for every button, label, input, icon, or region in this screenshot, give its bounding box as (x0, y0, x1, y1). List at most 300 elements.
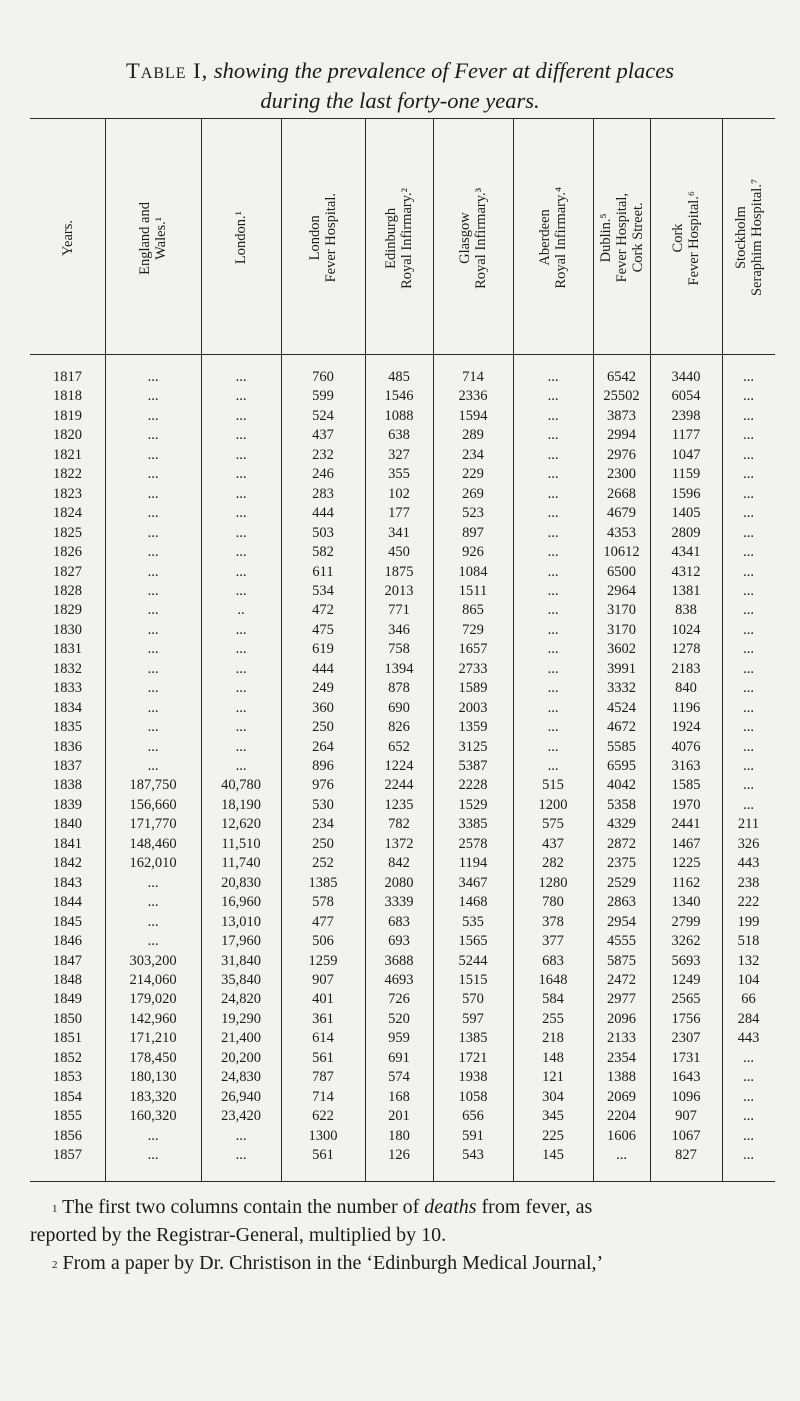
value-cell: 25502 (603, 388, 640, 405)
value-cell: 614 (312, 1030, 334, 1047)
value-cell: ... (147, 388, 159, 405)
value-cell: 611 (312, 563, 334, 580)
value-cell: ... (743, 1069, 754, 1086)
year-cell: 1825 (53, 524, 82, 541)
value-cell: 3602 (607, 641, 636, 658)
value-cell: 1278 (671, 641, 701, 658)
value-cell: ... (235, 660, 247, 677)
value-cell: 619 (312, 641, 334, 658)
value-cell: ... (743, 427, 754, 444)
value-cell: ... (547, 602, 559, 619)
year-cell: 1846 (53, 933, 82, 950)
value-cell: ... (147, 1127, 159, 1144)
value-cell: 1511 (458, 582, 488, 599)
title-line-2: during the last forty-one years. (260, 88, 540, 113)
value-cell: 2133 (607, 1030, 636, 1047)
value-cell: 515 (542, 777, 564, 794)
table-row (30, 679, 775, 698)
value-cell: 4341 (671, 544, 701, 561)
value-cell: 1970 (671, 796, 701, 813)
value-cell: 5244 (458, 952, 488, 969)
value-cell: 543 (462, 1147, 484, 1163)
value-cell: 1594 (458, 407, 488, 424)
header-london-fever-hospital: London Fever Hospital. (307, 193, 339, 283)
value-cell: 20,200 (221, 1049, 261, 1066)
value-cell: ... (147, 446, 159, 463)
value-cell: ... (147, 466, 159, 483)
value-cell: ... (235, 427, 247, 444)
value-cell: ... (547, 680, 559, 697)
value-cell: ... (743, 719, 754, 736)
value-cell: 2096 (607, 1010, 636, 1027)
value-cell: 574 (388, 1069, 410, 1086)
year-cell: 1852 (53, 1049, 82, 1066)
value-cell: 1648 (538, 971, 568, 988)
value-cell: 1067 (671, 1127, 701, 1144)
table-row (30, 1010, 775, 1029)
value-cell: 840 (675, 680, 697, 697)
table-row (30, 738, 775, 757)
value-cell: 2964 (607, 582, 636, 599)
value-cell: 530 (312, 796, 334, 813)
value-cell: ... (235, 563, 247, 580)
value-cell: 1467 (671, 835, 701, 852)
table-row (30, 621, 775, 640)
value-cell: 780 (542, 894, 564, 911)
table-row (30, 718, 775, 737)
table-row (30, 660, 775, 679)
year-cell: 1829 (53, 602, 82, 619)
value-cell: 214,060 (129, 971, 177, 988)
value-cell: ... (743, 1049, 754, 1066)
value-cell: 250 (312, 835, 334, 852)
value-cell: 269 (462, 485, 484, 502)
value-cell: 284 (737, 1010, 760, 1027)
year-cell: 1839 (53, 796, 82, 813)
table-row (30, 446, 775, 465)
value-cell: 2003 (458, 699, 488, 716)
value-cell: 4524 (607, 699, 636, 716)
value-cell: 5358 (607, 796, 636, 813)
value-cell: 2578 (458, 835, 488, 852)
year-cell: 1849 (53, 991, 82, 1008)
value-cell: 5585 (607, 738, 636, 755)
header-dublin: Dublin.⁵ Fever Hospital, Cork Street. (597, 193, 646, 283)
value-cell: ... (235, 446, 247, 463)
value-cell: ... (547, 660, 559, 677)
value-cell: 535 (462, 913, 484, 930)
table-row (30, 893, 775, 912)
value-cell: ... (147, 1147, 159, 1163)
value-cell: 1047 (671, 446, 701, 463)
value-cell: ... (235, 641, 247, 658)
value-cell: 3991 (607, 660, 636, 677)
value-cell: 177 (388, 505, 410, 522)
value-cell: 472 (312, 602, 334, 619)
value-cell: 1565 (458, 933, 488, 950)
value-cell: 652 (388, 738, 410, 755)
value-cell: 171,770 (129, 816, 177, 833)
value-cell: 304 (542, 1088, 564, 1105)
table-row (30, 485, 775, 504)
value-cell: ... (147, 641, 159, 658)
value-cell: 842 (388, 855, 410, 872)
year-cell: 1841 (53, 835, 82, 852)
value-cell: 171,210 (129, 1030, 177, 1047)
value-cell: 570 (462, 991, 484, 1008)
value-cell: 826 (388, 719, 410, 736)
value-cell: 1259 (308, 952, 338, 969)
table-row (30, 426, 775, 445)
value-cell: 1546 (384, 388, 414, 405)
value-cell: ... (547, 563, 559, 580)
value-cell: 523 (462, 505, 484, 522)
value-cell: ... (743, 485, 754, 502)
value-cell: ... (547, 544, 559, 561)
value-cell: 690 (388, 699, 410, 716)
value-cell: 24,830 (221, 1069, 261, 1086)
table-row (30, 1107, 775, 1126)
value-cell: ... (147, 544, 159, 561)
header-stockholm: Stockholm Seraphim Hospital.⁷ (732, 179, 765, 297)
value-cell: 250 (312, 719, 334, 736)
value-cell: 3440 (671, 369, 701, 385)
value-cell: ... (743, 446, 754, 463)
table-row (30, 835, 775, 854)
value-cell: 683 (388, 913, 410, 930)
value-cell: 1024 (671, 621, 701, 638)
value-cell: ... (743, 544, 754, 561)
value-cell: 145 (542, 1147, 564, 1163)
value-cell: ... (547, 388, 559, 405)
footnote-1: $^1$ The first two columns contain the number of deaths from fever, as (52, 1196, 593, 1218)
value-cell: 252 (312, 855, 334, 872)
value-cell: 24,820 (221, 991, 261, 1008)
year-cell: 1848 (53, 971, 82, 988)
value-cell: 782 (388, 816, 410, 833)
value-cell: 341 (388, 524, 410, 541)
year-cell: 1834 (53, 699, 82, 716)
value-cell: 26,940 (221, 1088, 261, 1105)
value-cell: 3688 (384, 952, 414, 969)
value-cell: 599 (312, 388, 334, 405)
value-cell: 2228 (458, 777, 488, 794)
value-cell: ... (147, 699, 159, 716)
year-cell: 1828 (53, 582, 82, 599)
table-row (30, 796, 775, 815)
value-cell: 714 (462, 369, 484, 385)
value-cell: 1596 (671, 485, 701, 502)
value-cell: 3385 (458, 816, 488, 833)
value-cell: 1249 (671, 971, 701, 988)
value-cell: 1529 (458, 796, 488, 813)
value-cell: 360 (312, 699, 334, 716)
value-cell: 148,460 (129, 835, 177, 852)
table-title (30, 56, 770, 116)
value-cell: 597 (462, 1010, 484, 1027)
table-row (30, 504, 775, 523)
value-cell: 693 (388, 933, 410, 950)
value-cell: 475 (312, 621, 334, 638)
value-cell: 896 (312, 758, 334, 774)
value-cell: 2799 (671, 913, 701, 930)
value-cell: 897 (462, 524, 484, 541)
value-cell: 234 (312, 816, 334, 833)
value-cell: 1385 (458, 1030, 488, 1047)
value-cell: 1385 (308, 874, 338, 891)
value-cell: 355 (388, 466, 410, 483)
table-row (30, 640, 775, 659)
value-cell: 180 (388, 1127, 410, 1144)
value-cell: ... (147, 680, 159, 697)
value-cell: 225 (542, 1127, 564, 1144)
value-cell: 622 (312, 1108, 334, 1125)
year-cell: 1836 (53, 738, 82, 755)
value-cell: 1177 (671, 427, 701, 444)
value-cell: 575 (542, 816, 564, 833)
table-row (30, 776, 775, 795)
value-cell: 4693 (384, 971, 414, 988)
value-cell: ... (147, 621, 159, 638)
value-cell: 3467 (458, 874, 488, 891)
value-cell: 638 (388, 427, 410, 444)
table-row (30, 815, 775, 834)
value-cell: 959 (388, 1030, 410, 1047)
value-cell: 211 (737, 816, 760, 833)
value-cell: ... (147, 427, 159, 444)
value-cell: .. (237, 602, 245, 619)
value-cell: 561 (312, 1049, 334, 1066)
value-cell: ... (547, 407, 559, 424)
value-cell: 264 (312, 738, 334, 755)
value-cell: 12,620 (221, 816, 261, 833)
year-cell: 1831 (53, 641, 82, 658)
value-cell: 10612 (603, 544, 640, 561)
value-cell: 156,660 (129, 796, 177, 813)
value-cell: 2977 (607, 991, 636, 1008)
value-cell: ... (743, 582, 754, 599)
table-row (30, 524, 775, 543)
header-london: London.¹ (233, 211, 249, 265)
value-cell: 345 (542, 1108, 564, 1125)
year-cell: 1818 (53, 388, 82, 405)
value-cell: 1088 (384, 407, 414, 424)
value-cell: 179,020 (129, 991, 177, 1008)
year-cell: 1845 (53, 913, 82, 930)
value-cell: ... (547, 505, 559, 522)
year-cell: 1817 (53, 369, 82, 385)
value-cell: 6500 (607, 563, 636, 580)
value-cell: 760 (312, 369, 334, 385)
value-cell: 19,290 (221, 1010, 261, 1027)
value-cell: ... (147, 758, 159, 774)
value-cell: 3170 (607, 602, 636, 619)
value-cell: ... (147, 913, 159, 930)
value-cell: ... (147, 660, 159, 677)
value-cell: ... (616, 1147, 627, 1163)
value-cell: ... (743, 369, 754, 385)
value-cell: 255 (542, 1010, 564, 1027)
value-cell: ... (147, 933, 159, 950)
year-cell: 1843 (53, 874, 82, 891)
value-cell: 691 (388, 1049, 410, 1066)
footnotes (30, 1193, 770, 1277)
value-cell: 401 (312, 991, 334, 1008)
value-cell: 2069 (607, 1088, 636, 1105)
value-cell: 40,780 (221, 777, 261, 794)
table-row (30, 1029, 775, 1048)
value-cell: ... (743, 1088, 754, 1105)
value-cell: 1340 (671, 894, 701, 911)
value-cell: 1731 (671, 1049, 701, 1066)
value-cell: 827 (675, 1147, 697, 1163)
value-cell: 1875 (384, 563, 414, 580)
value-cell: ... (147, 582, 159, 599)
value-cell: 1381 (671, 582, 701, 599)
value-cell: ... (235, 466, 247, 483)
value-cell: 2336 (458, 388, 488, 405)
value-cell: 2204 (607, 1108, 636, 1125)
value-cell: 4353 (607, 524, 636, 541)
table-row (30, 874, 775, 893)
value-cell: 437 (542, 835, 564, 852)
value-cell: 1162 (671, 874, 701, 891)
year-cell: 1826 (53, 544, 82, 561)
table-row (30, 1068, 775, 1087)
table-row (30, 1146, 775, 1165)
value-cell: 1359 (458, 719, 488, 736)
table-row (30, 990, 775, 1009)
value-cell: ... (743, 641, 754, 658)
year-cell: 1844 (53, 894, 82, 911)
value-cell: 378 (542, 913, 564, 930)
value-cell: 2375 (607, 855, 636, 872)
value-cell: 2733 (458, 660, 488, 677)
value-cell: 5875 (607, 952, 636, 969)
value-cell: 2565 (671, 991, 701, 1008)
value-cell: 1084 (458, 563, 488, 580)
value-cell: ... (235, 680, 247, 697)
value-cell: 1194 (458, 855, 488, 872)
value-cell: 1585 (671, 777, 701, 794)
value-cell: 591 (462, 1127, 484, 1144)
value-cell: ... (147, 485, 159, 502)
year-cell: 1855 (53, 1108, 82, 1125)
value-cell: 229 (462, 466, 484, 483)
value-cell: 303,200 (129, 952, 177, 969)
value-cell: ... (547, 466, 559, 483)
table-row (30, 699, 775, 718)
value-cell: 1606 (607, 1127, 636, 1144)
value-cell: 4042 (607, 777, 636, 794)
value-cell: 1200 (538, 796, 568, 813)
table-row (30, 913, 775, 932)
value-cell: 2080 (384, 874, 414, 891)
value-cell: ... (547, 524, 559, 541)
value-cell: 3339 (384, 894, 414, 911)
table-row (30, 543, 775, 562)
value-cell: 282 (542, 855, 564, 872)
value-cell: 582 (312, 544, 334, 561)
value-cell: 1058 (458, 1088, 488, 1105)
value-cell: 518 (737, 933, 760, 950)
year-cell: 1853 (53, 1069, 82, 1086)
value-cell: 187,750 (129, 777, 177, 794)
value-cell: ... (743, 777, 754, 794)
value-cell: 11,510 (221, 835, 261, 852)
year-cell: 1824 (53, 505, 82, 522)
value-cell: 346 (388, 621, 410, 638)
value-cell: 4076 (671, 738, 701, 755)
value-cell: 443 (737, 855, 760, 872)
value-cell: 1159 (671, 466, 701, 483)
table-row (30, 757, 775, 776)
value-cell: 2863 (607, 894, 636, 911)
value-cell: ... (743, 699, 754, 716)
value-cell: 4679 (607, 505, 636, 522)
value-cell: 865 (462, 602, 484, 619)
value-cell: 2954 (607, 913, 636, 930)
year-cell: 1820 (53, 427, 82, 444)
value-cell: 656 (462, 1108, 484, 1125)
value-cell: ... (743, 1127, 754, 1144)
year-cell: 1823 (53, 485, 82, 502)
value-cell: ... (547, 719, 559, 736)
value-cell: 11,740 (221, 855, 261, 872)
year-cell: 1842 (53, 855, 82, 872)
value-cell: ... (547, 446, 559, 463)
year-cell: 1854 (53, 1088, 82, 1105)
value-cell: 683 (542, 952, 564, 969)
header-rule (30, 354, 775, 355)
value-cell: 6542 (607, 369, 636, 385)
value-cell: 477 (312, 913, 334, 930)
value-cell: 443 (737, 1030, 760, 1047)
value-cell: 4312 (671, 563, 701, 580)
value-cell: 1468 (458, 894, 488, 911)
value-cell: 907 (312, 971, 334, 988)
value-cell: 121 (542, 1069, 564, 1086)
value-cell: ... (743, 758, 754, 774)
value-cell: 180,130 (129, 1069, 177, 1086)
value-cell: 283 (312, 485, 334, 502)
value-cell: 3873 (607, 407, 636, 424)
value-cell: 578 (312, 894, 334, 911)
value-cell: 31,840 (221, 952, 261, 969)
value-cell: 1235 (384, 796, 414, 813)
value-cell: ... (235, 719, 247, 736)
header-years: Years. (59, 220, 76, 256)
table-row (30, 932, 775, 951)
value-cell: 2668 (607, 485, 636, 502)
table-row (30, 1127, 775, 1146)
value-cell: 726 (388, 991, 410, 1008)
value-cell: ... (235, 524, 247, 541)
table-row (30, 854, 775, 873)
value-cell: 838 (675, 602, 697, 619)
value-cell: ... (743, 407, 754, 424)
value-cell: 142,960 (129, 1010, 177, 1027)
table-row (30, 601, 775, 620)
value-cell: ... (743, 738, 754, 755)
value-cell: ... (743, 602, 754, 619)
fever-table (30, 118, 775, 1181)
value-cell: 1657 (458, 641, 488, 658)
value-cell: 249 (312, 680, 334, 697)
value-cell: ... (147, 407, 159, 424)
value-cell: 1372 (384, 835, 414, 852)
bottom-rule (30, 1181, 775, 1182)
